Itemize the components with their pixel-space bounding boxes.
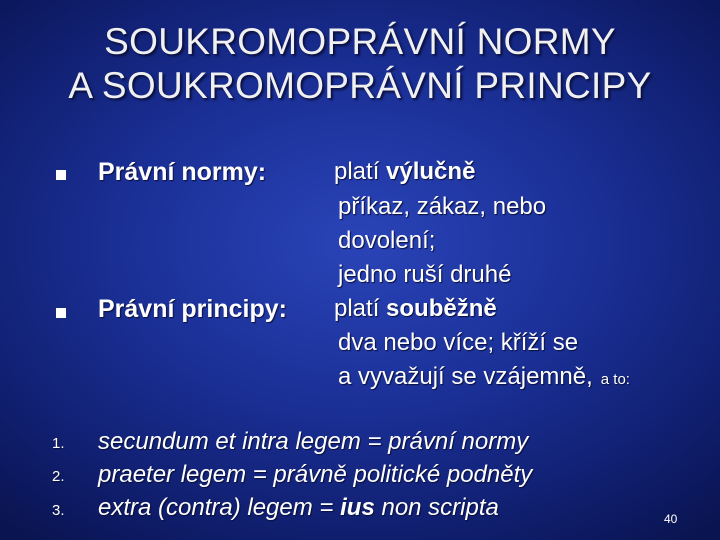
title-line-1: SOUKROMOPRÁVNÍ NORMY [104, 21, 616, 62]
principles-line-3 [338, 363, 630, 391]
norms-line-2: příkaz, zákaz, nebo [338, 193, 547, 220]
square-bullet-icon [56, 170, 66, 180]
principles-line-1-prefix: platí [334, 295, 387, 322]
list-item: praeter legem = právně politické podněty [98, 461, 533, 488]
principles-line-1 [334, 295, 497, 323]
list-item: secundum et intra legem = právní normy [98, 428, 529, 455]
norms-line-4: jedno ruší druhé [338, 261, 512, 288]
norms-line-3: dovolení; [338, 227, 436, 254]
principles-label: Právní principy: [98, 295, 287, 323]
title-line-2: A SOUKROMOPRÁVNÍ PRINCIPY [68, 65, 652, 106]
principles-line-3-suffix: a to: [600, 371, 630, 388]
norms-label: Právní normy: [98, 158, 267, 186]
norms-line-1-emphasis: výlučně [386, 158, 476, 185]
list-item-text-a: extra (contra) legem = [98, 494, 341, 521]
principles-line-3-text: a vyvažují se vzájemně, [338, 363, 593, 390]
list-item-emphasis: ius [340, 494, 375, 521]
list-item-number: 1. [52, 435, 65, 452]
list-item-number: 3. [52, 502, 65, 519]
norms-line-1 [334, 158, 475, 186]
principles-line-1-emphasis: souběžně [386, 295, 497, 322]
list-item-number: 2. [52, 468, 65, 485]
page-number: 40 [664, 512, 678, 526]
square-bullet-icon [56, 308, 66, 318]
slide-title [0, 20, 720, 108]
principles-line-2: dva nebo více; kříží se [338, 329, 579, 356]
list-item-text-c: non scripta [374, 494, 499, 521]
list-item [98, 494, 499, 522]
norms-line-1-prefix: platí [334, 158, 387, 185]
